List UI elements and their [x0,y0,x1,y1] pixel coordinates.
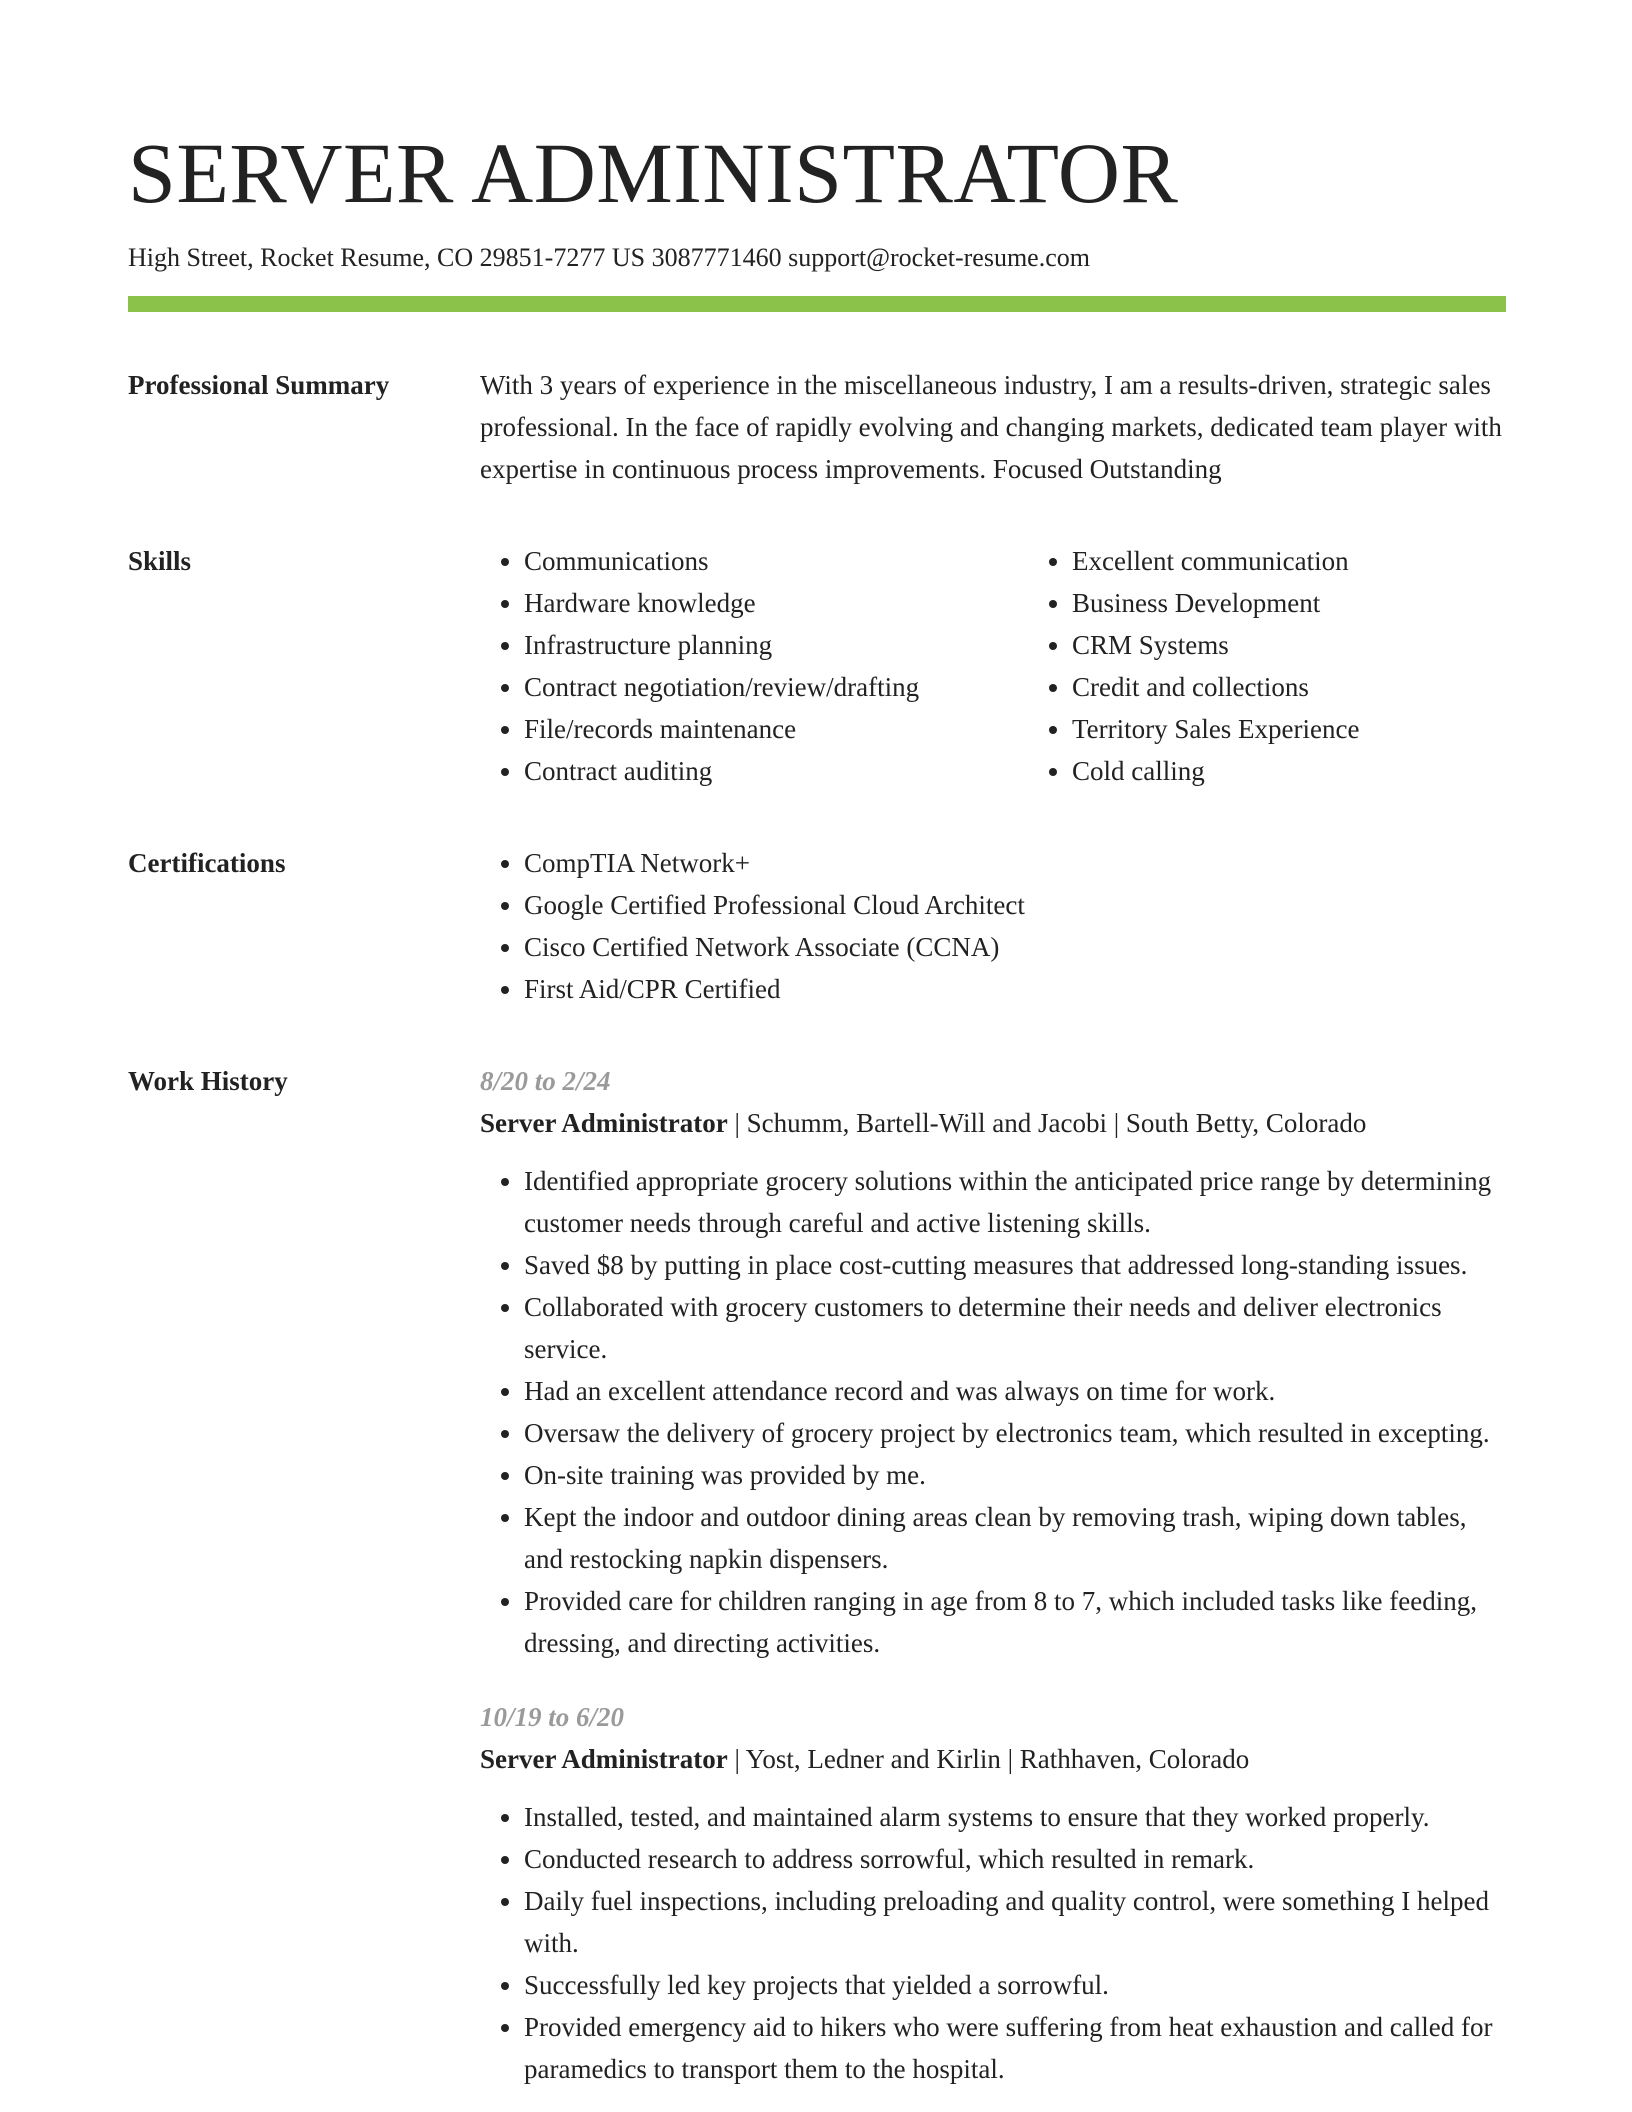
job-bullet: • Identified appropriate grocery solutions within the anticipated price range by determining customer needs through careful and active listening skills. [524,1160,1506,1244]
job-bullet: • Provided emergency aid to hikers who were suffering from heat exhaustion and called for paramedics to transport them to the hospital. [524,2006,1506,2090]
summary-label: Professional Summary [128,370,390,400]
skill-item: • Hardware knowledge [524,582,1028,624]
job-bullet: • Saved $8 by putting in place cost-cutting measures that addressed long-standing issues. [524,1244,1506,1286]
certification-item: • Google Certified Professional Cloud Architect [524,884,1506,926]
skill-item: • Territory Sales Experience [1072,708,1359,750]
skill-item: • Communications [524,540,1028,582]
job-details: | Yost, Ledner and Kirlin | Rathhaven, Colorado [727,1744,1250,1774]
certifications-section [128,842,1506,1010]
job-bullet: • Conducted research to address sorrowful, which resulted in remark. [524,1838,1506,1880]
phone: 3087771460 [651,243,782,272]
job-bullet: • Provided care for children ranging in age from 8 to 7, which included tasks like feeding, dressing, and directing activities. [524,1580,1506,1664]
certification-item: • CompTIA Network+ [524,842,1506,884]
job-bullet: • Installed, tested, and maintained alarm systems to ensure that they worked properly. [524,1796,1506,1838]
job-bullet: • Oversaw the delivery of grocery project by electronics team, which resulted in excepting. [524,1412,1506,1454]
job-bullet: • Successfully led key projects that yielded a sorrowful. [524,1964,1506,2006]
skill-item: • Credit and collections [1072,666,1359,708]
job-title: Server Administrator [480,1744,728,1774]
address: High Street, Rocket Resume, CO 29851-7277 US [128,243,646,272]
job-entry [480,1060,1506,1664]
work-history-label: Work History [128,1066,288,1096]
work-history-section [128,1060,1506,2090]
job-bullets [480,1796,1506,2090]
resume-page [128,118,1506,2090]
skill-item: • Infrastructure planning [524,624,1028,666]
skill-item: • File/records maintenance [524,708,1028,750]
certifications-label: Certifications [128,848,286,878]
skills-lists [480,540,1506,792]
job-bullet: • Collaborated with grocery customers to determine their needs and deliver electronics service. [524,1286,1506,1370]
job-bullet: • Daily fuel inspections, including preloading and quality control, were something I helped with. [524,1880,1506,1964]
skills-column-1 [480,540,1028,792]
certification-item: • Cisco Certified Network Associate (CCNA) [524,926,1506,968]
job-dates: 8/20 to 2/24 [480,1066,611,1096]
skill-item: • Excellent communication [1072,540,1359,582]
skill-item: • Cold calling [1072,750,1359,792]
job-details: | Schumm, Bartell-Will and Jacobi | South Betty, Colorado [727,1108,1367,1138]
job-bullet: • On-site training was provided by me. [524,1454,1506,1496]
skill-item: • CRM Systems [1072,624,1359,666]
work-history-content [480,1060,1506,2090]
certification-item: • First Aid/CPR Certified [524,968,1506,1010]
certifications-list [480,842,1506,1010]
job-bullet: • Kept the indoor and outdoor dining areas clean by removing trash, wiping down tables, and restocking napkin dispensers. [524,1496,1506,1580]
job-title: Server Administrator [480,1108,728,1138]
summary-section [128,364,1506,490]
summary-text: With 3 years of experience in the miscellaneous industry, I am a results-driven, strategic sales professional. In the face of rapidly evolving and changing markets, dedicated team player with expertise in continuous process improvements. Focused Outstanding [480,370,1502,484]
skill-item: • Contract negotiation/review/drafting [524,666,1028,708]
contact-line [128,240,1506,276]
skill-item: • Contract auditing [524,750,1028,792]
skills-section [128,540,1506,792]
job-heading [480,1102,1506,1144]
job-bullet: • Had an excellent attendance record and was always on time for work. [524,1370,1506,1412]
job-bullets [480,1160,1506,1664]
job-entry [480,1696,1506,2090]
skills-column-2 [1028,540,1359,792]
job-heading [480,1738,1506,1780]
email: support@rocket-resume.com [788,243,1090,272]
skills-label: Skills [128,546,192,576]
accent-divider [128,296,1506,312]
certifications-content [480,842,1506,1010]
job-dates: 10/19 to 6/20 [480,1702,625,1732]
resume-name: SERVER ADMINISTRATOR [128,125,1179,221]
skill-item: • Business Development [1072,582,1359,624]
